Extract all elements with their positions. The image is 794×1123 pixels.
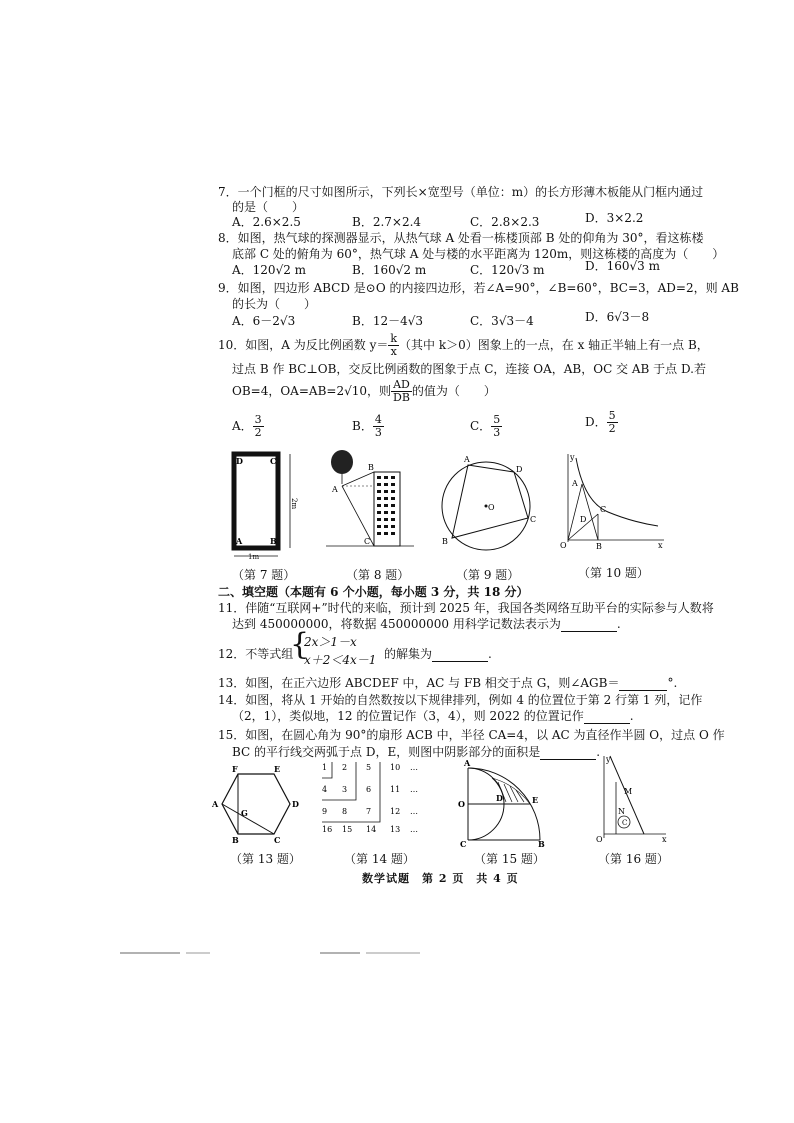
fig10-label-x: x <box>658 541 663 550</box>
q10-option-d-label: D． <box>585 415 607 429</box>
q7-option-d: D．3×2.2 <box>585 211 644 225</box>
fig9-label-a: A <box>464 455 470 464</box>
q12-suffix <box>384 646 492 662</box>
fig16-label-x: x <box>662 835 667 844</box>
q15-line2-text: BC 的平行线交两弧于点 D，E，则图中阴影部分的面积是 <box>232 745 541 759</box>
cell-r2-c2: 3 <box>342 785 348 794</box>
grid-numbers <box>322 763 418 834</box>
q10-option-a-num: 3 <box>254 413 262 426</box>
page-footer: 数学试题 第 2 页 共 4 页 <box>362 872 519 885</box>
q10-option-a-label: A． <box>232 419 253 433</box>
cell-r4-c2: 15 <box>342 825 353 834</box>
fig7-height-label: 2m <box>290 498 298 510</box>
cell-r2-c1: 4 <box>322 785 328 794</box>
q10-function-numerator: k <box>390 332 398 345</box>
door-frame-rect <box>234 454 278 548</box>
q10-ratio-numerator: AD <box>391 379 412 392</box>
cell-r4-c3: 14 <box>366 825 377 834</box>
q14-line2 <box>232 708 634 724</box>
fig7-label-b: B <box>270 536 277 546</box>
q8-option-c: C．120√3 m <box>470 263 545 277</box>
q7-line1: 7．一个门框的尺寸如图所示，下列长×宽型号（单位：m）的长方形薄木板能从门框内通过 <box>218 185 704 199</box>
fig8-label-a: A <box>332 485 338 494</box>
fig10-label-b: B <box>596 542 602 550</box>
q10-option-b-den: 3 <box>374 426 382 439</box>
fig13-label-a: A <box>212 799 219 809</box>
cell-r2-c4: 11 <box>390 785 401 794</box>
cell-r2-c5: … <box>410 785 418 794</box>
cell-r3-c2: 8 <box>342 807 348 816</box>
figure-8-balloon-building <box>326 450 416 550</box>
q9-option-c: C．3√3－4 <box>470 314 534 328</box>
fig10-label-d: D <box>580 515 587 524</box>
building-windows <box>377 476 395 535</box>
q14-line2-text: （2，1），类似地，12 的位置记作（3，4），则 2022 的位置记作 <box>232 709 584 723</box>
q10-option-d-den: 2 <box>608 422 616 435</box>
q12-tail: . <box>488 647 492 661</box>
fig9-label-d: D <box>516 465 523 474</box>
q11-line2-text: 达到 450000000，将数据 450000000 用科学记数法表示为 <box>232 617 561 631</box>
q7-option-b: B．2.7×2.4 <box>352 215 422 229</box>
q15-line1: 15．如图，在圆心角为 90°的扇形 ACB 中，半径 CA=4，以 AC 为直径作半圆 O，过点 O 作 <box>218 728 725 742</box>
q10-line1-end: （其中 k＞0）图象上的一点，在 x 轴正半轴上有一点 B， <box>399 338 709 352</box>
segment-oa <box>568 484 582 540</box>
hyperbola-curve <box>576 458 658 526</box>
q9-option-a: A．6－2√3 <box>232 314 296 328</box>
fig10-label-y: y <box>570 453 575 462</box>
q9-line2: 的长为（ ） <box>232 297 317 311</box>
fig10-label-o: O <box>560 541 567 550</box>
q12-answer-blank[interactable] <box>432 649 488 662</box>
grid-bracket-3 <box>322 762 380 822</box>
fig15-label-a: A <box>464 758 471 768</box>
q11-tail: . <box>616 617 621 631</box>
caption-fig7: （第 7 题） <box>232 568 296 582</box>
fig8-label-c: C <box>364 537 371 546</box>
q15-tail: . <box>596 745 601 759</box>
sightline-to-top <box>342 472 374 486</box>
q13-tail: °. <box>667 676 678 690</box>
fig13-label-g: G <box>241 808 248 818</box>
section-2-title: 二、填空题（本题有 6 个小题，每小题 3 分，共 18 分） <box>218 585 529 599</box>
cell-r4-c1: 16 <box>322 825 333 834</box>
q8-option-a: A．120√2 m <box>232 263 307 277</box>
q14-answer-blank[interactable] <box>584 711 630 724</box>
q10-option-d <box>585 410 618 435</box>
q14-line1: 14．如图，将从 1 开始的自然数按以下规律排列，例如 4 的位置位于第 2 行第 1 列，记作 <box>218 693 703 707</box>
figure-9-inscribed-quadrilateral <box>434 450 538 556</box>
cell-r3-c1: 9 <box>322 807 328 816</box>
q8-option-d: D．160√3 m <box>585 259 661 273</box>
fig9-label-b: B <box>442 537 448 546</box>
q11-answer-blank[interactable] <box>561 619 617 632</box>
q15-answer-blank[interactable] <box>540 747 596 760</box>
q10-ratio-denominator: DB <box>393 391 410 404</box>
caption-fig9: （第 9 题） <box>456 568 520 582</box>
fig10-label-a: A <box>572 479 578 488</box>
fig13-label-f: F <box>232 764 238 774</box>
figure-7-door-frame <box>226 446 302 560</box>
q10-option-b-label: B． <box>352 419 373 433</box>
caption-fig15: （第 15 题） <box>474 852 545 866</box>
q10-line3-start: OB=4，OA=AB=2√10，则 <box>232 384 391 398</box>
fig9-label-o: O <box>488 503 495 512</box>
cell-r3-c4: 12 <box>390 807 401 816</box>
q11-line1: 11．伴随“互联网+”时代的来临，预计到 2025 年，我国各类网络互助平台的实际参与人数将 <box>218 601 714 615</box>
fig16-label-o: O <box>596 835 603 844</box>
fig15-label-b: B <box>538 839 545 848</box>
fig7-label-a: A <box>236 536 243 546</box>
q12-inequality-2: x＋2＜4x－1 <box>304 653 377 667</box>
fig7-width-label: 1m <box>248 553 260 560</box>
q8-option-b: B．160√2 m <box>352 263 427 277</box>
q10-option-c <box>470 414 502 439</box>
hot-air-balloon <box>331 450 353 474</box>
q9-option-b: B．12－4√3 <box>352 314 424 328</box>
cell-r1-c4: 10 <box>390 763 401 772</box>
figure-13-hexagon <box>210 764 300 844</box>
cell-r3-c5: … <box>410 807 418 816</box>
cell-r1-c2: 2 <box>342 763 348 772</box>
q12-prefix: 12．不等式组 <box>218 647 294 661</box>
q10-line1-start: 10．如图，A 为反比例函数 y＝ <box>218 338 389 352</box>
cell-r1-c5: … <box>410 763 418 772</box>
q8-line2: 底部 C 处的俯角为 60°，热气球 A 处与楼的水平距离为 120m，则这栋楼的高度为（ ） <box>232 247 725 261</box>
scan-artifact-lines <box>120 950 440 956</box>
caption-fig10: （第 10 题） <box>578 566 649 580</box>
figure-15-sector <box>452 758 548 848</box>
q10-option-c-num: 5 <box>493 413 501 426</box>
cell-r3-c3: 7 <box>366 807 372 816</box>
fig9-label-c: C <box>530 515 537 524</box>
fig13-label-d: D <box>292 799 299 809</box>
figure-10-inverse-function <box>548 450 668 550</box>
quadrilateral-abcd <box>452 465 528 538</box>
q10-option-c-label: C． <box>470 419 492 433</box>
q7-option-a: A．2.6×2.5 <box>232 215 301 229</box>
q10-option-b <box>352 414 384 439</box>
q14-tail: . <box>629 709 634 723</box>
fig7-label-d: D <box>236 456 243 466</box>
fig15-label-e: E <box>532 795 539 805</box>
q12-suffix-text: 的解集为 <box>384 647 433 661</box>
fig16-label-m: M <box>624 787 633 796</box>
fig13-label-e: E <box>274 764 281 774</box>
q10-line1 <box>218 332 709 358</box>
q10-option-a <box>232 414 264 439</box>
fig15-label-d: D <box>496 793 503 803</box>
q10-option-a-den: 2 <box>254 426 262 439</box>
fig15-label-o: O <box>458 799 465 809</box>
q10-function-denominator: x <box>390 345 397 358</box>
cell-r4-c4: 13 <box>390 825 401 834</box>
q10-line3-end: 的值为（ ） <box>411 384 496 398</box>
caption-fig13: （第 13 题） <box>230 852 301 866</box>
caption-fig14: （第 14 题） <box>344 852 415 866</box>
segment-ab <box>582 484 598 540</box>
fig16-label-y: y <box>606 755 611 764</box>
fig10-label-c: C <box>600 505 607 514</box>
q9-option-d: D．6√3－8 <box>585 310 650 324</box>
caption-fig16: （第 16 题） <box>598 852 669 866</box>
q7-line2: 的是（ ） <box>232 200 305 214</box>
q10-ratio-fraction <box>391 379 412 404</box>
cell-r1-c1: 1 <box>322 763 328 772</box>
fig8-label-b: B <box>368 463 374 472</box>
hexagon-abcdef <box>222 774 290 834</box>
fig16-label-c: C <box>622 819 628 827</box>
q8-line1: 8．如图，热气球的探测器显示，从热气球 A 处看一栋楼顶部 B 处的仰角为 30°，看这栋楼 <box>218 231 704 245</box>
figure-16-axes-circle <box>594 752 670 844</box>
q12-brace: { <box>290 627 310 662</box>
q13-line <box>218 675 677 691</box>
q7-option-c: C．2.8×2.3 <box>470 215 540 229</box>
q12-inequality-1: 2x＞1－x <box>304 635 357 649</box>
caption-fig8: （第 8 题） <box>346 568 410 582</box>
q9-line1: 9．如图，四边形 ABCD 是⊙O 的内接四边形，若∠A=90°，∠B=60°，BC=3，AD=2，则 AB <box>218 281 739 295</box>
fig13-label-b: B <box>232 835 239 844</box>
q10-line2: 过点 B 作 BC⊥OB，交反比例函数的图象于点 C，连接 OA，AB，OC 交 AB 于点 D.若 <box>232 362 706 376</box>
cell-r1-c3: 5 <box>366 763 372 772</box>
fig7-label-c: C <box>270 456 277 466</box>
fig15-label-c: C <box>460 839 467 848</box>
q10-option-c-den: 3 <box>493 426 501 439</box>
q10-option-b-num: 4 <box>374 413 382 426</box>
q13-text: 13．如图，在正六边形 ABCDEF 中，AC 与 FB 相交于点 G，则∠AGB＝ <box>218 676 620 690</box>
q10-option-d-num: 5 <box>608 409 616 422</box>
cell-r4-c5: … <box>410 825 418 834</box>
q13-answer-blank[interactable] <box>619 678 667 691</box>
figure-14-number-grid <box>318 758 438 834</box>
fig13-label-c: C <box>274 835 281 844</box>
q10-line3 <box>232 378 496 404</box>
grid-bracket-2 <box>322 762 356 800</box>
q10-function-fraction <box>388 333 399 358</box>
cell-r2-c3: 6 <box>366 785 372 794</box>
fig16-label-n: N <box>618 807 625 816</box>
